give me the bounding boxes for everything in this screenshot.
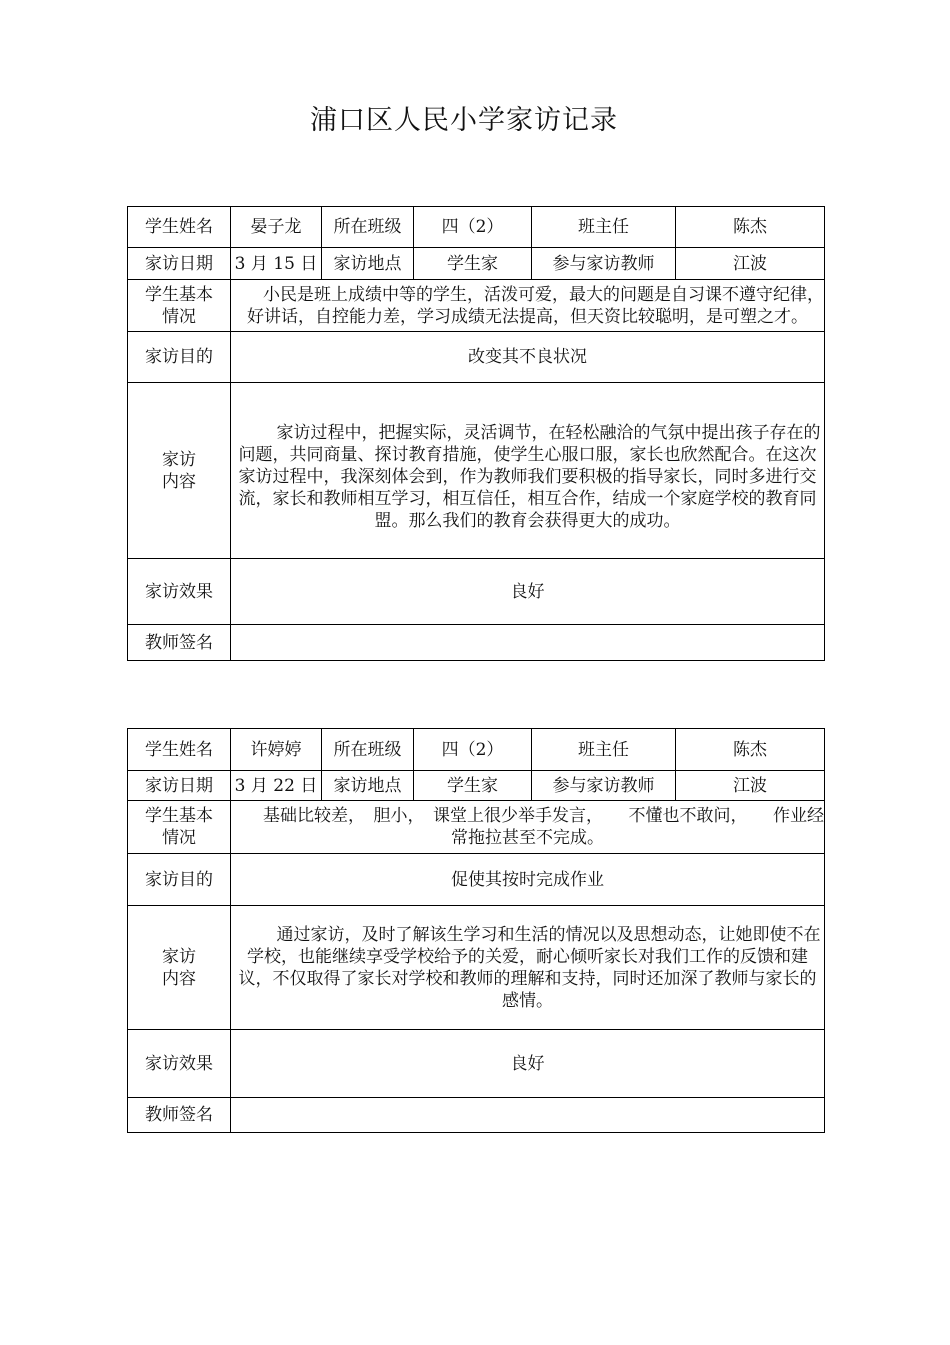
basic-info-label-line1: 学生基本 (145, 284, 213, 305)
content-label-line2: 内容 (162, 968, 196, 989)
class-value: 四（2） (414, 729, 532, 771)
student-name-value: 晏子龙 (231, 207, 322, 248)
content-label-line1: 家访 (162, 946, 196, 967)
basic-info-cell (231, 280, 825, 332)
visit-record-table-2 (127, 728, 825, 1133)
head-teacher-label: 班主任 (532, 729, 676, 771)
basic-info-label-line2: 情况 (162, 306, 196, 327)
participating-teacher-value: 江波 (676, 771, 825, 801)
content-value: 通过家访，及时了解该生学习和生活的情况以及思想动态，让她即使不在学校，也能继续享受学校给予的关爱，耐心倾听家长对我们工作的反馈和建议，不仅取得了家长对学校和教师的理解和支持，同时还加深了教师与家长的感情。 (238, 924, 821, 1011)
class-label: 所在班级 (322, 729, 414, 771)
purpose-label: 家访目的 (128, 332, 231, 383)
signature-label: 教师签名 (128, 625, 231, 661)
visit-place-label: 家访地点 (322, 771, 414, 801)
head-teacher-label: 班主任 (532, 207, 676, 248)
basic-info-cell (231, 801, 825, 854)
visit-date-label: 家访日期 (128, 771, 231, 801)
effect-value: 良好 (231, 1030, 825, 1098)
participating-teacher-label: 参与家访教师 (532, 248, 676, 280)
content-cell (231, 906, 825, 1030)
effect-value: 良好 (231, 559, 825, 625)
purpose-value: 促使其按时完成作业 (231, 854, 825, 906)
page-title: 浦口区人民小学家访记录 (310, 105, 618, 136)
class-value: 四（2） (414, 207, 532, 248)
basic-info-label-line1: 学生基本 (145, 806, 213, 826)
basic-info-label (128, 801, 231, 854)
participating-teacher-value: 江波 (676, 248, 825, 280)
student-name-label: 学生姓名 (128, 207, 231, 248)
visit-place-value: 学生家 (414, 248, 532, 280)
signature-label: 教师签名 (128, 1098, 231, 1133)
content-value: 家访过程中，把握实际，灵活调节，在轻松融洽的气氛中提出孩子存在的问题，共同商量、探讨教育措施，使学生心服口服，家长也欣然配合。在这次家访过程中，我深刻体会到，作为教师我们要积极的指导家长，同时多进行交流，家长和教师相互学习，相互信任，相互合作，结成一个家庭学校的教育同盟。那么我们的教育会获得更大的成功。 (238, 422, 821, 531)
basic-info-label (128, 280, 231, 332)
signature-value (231, 625, 825, 661)
purpose-value: 改变其不良状况 (231, 332, 825, 383)
head-teacher-value: 陈杰 (676, 729, 825, 771)
visit-date-label: 家访日期 (128, 248, 231, 280)
student-name-value: 许婷婷 (231, 729, 322, 771)
effect-label: 家访效果 (128, 1030, 231, 1098)
head-teacher-value: 陈杰 (676, 207, 825, 248)
visit-date-value: 3 月 15 日 (231, 248, 322, 280)
purpose-label: 家访目的 (128, 854, 231, 906)
content-cell (231, 383, 825, 559)
visit-date-value: 3 月 22 日 (231, 771, 322, 801)
basic-info-value: 小民是班上成绩中等的学生，活泼可爱，最大的问题是自习课不遵守纪律，好讲话，自控能力差，学习成绩无法提高，但天资比较聪明，是可塑之才。 (247, 284, 824, 327)
basic-info-value: 基础比较差， 胆小， 课堂上很少举手发言， 不懂也不敢问， 作业经常拖拉甚至不完成。 (263, 806, 824, 848)
content-label-line1: 家访 (162, 449, 196, 470)
basic-info-label-line2: 情况 (162, 828, 196, 848)
participating-teacher-label: 参与家访教师 (532, 771, 676, 801)
content-label (128, 906, 231, 1030)
visit-place-value: 学生家 (414, 771, 532, 801)
content-label (128, 383, 231, 559)
class-label: 所在班级 (322, 207, 414, 248)
signature-value (231, 1098, 825, 1133)
effect-label: 家访效果 (128, 559, 231, 625)
visit-place-label: 家访地点 (322, 248, 414, 280)
student-name-label: 学生姓名 (128, 729, 231, 771)
visit-record-table-1 (127, 206, 825, 661)
content-label-line2: 内容 (162, 471, 196, 492)
